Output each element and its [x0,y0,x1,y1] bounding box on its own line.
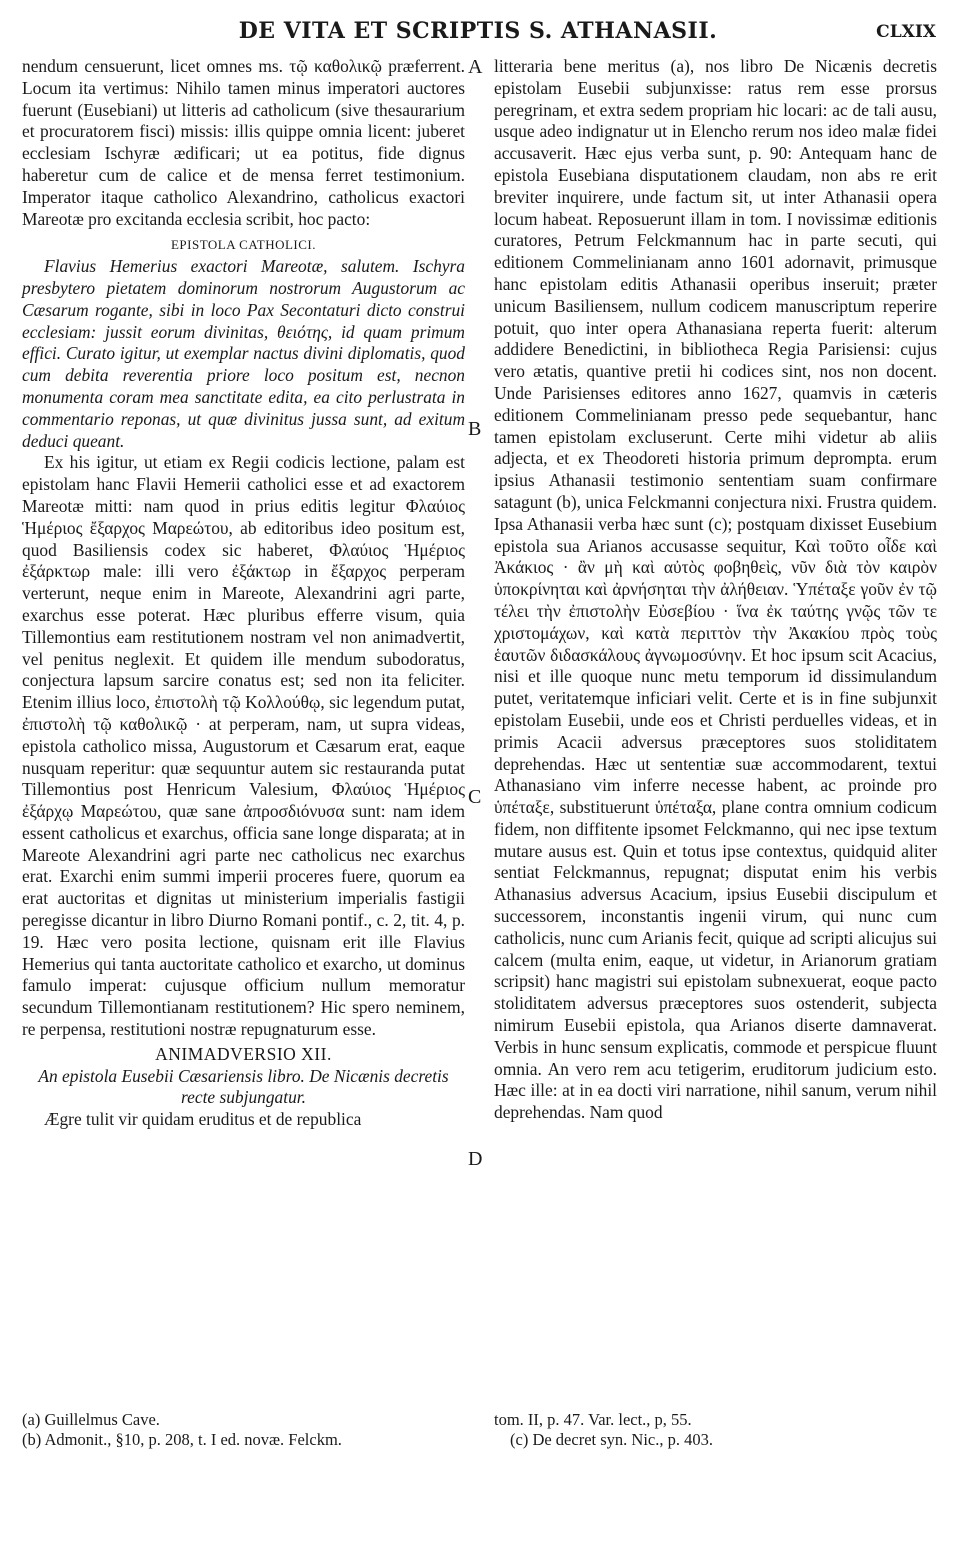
footnotes-left [22,1410,465,1450]
page-header [20,18,936,52]
footnote-a: (a) Guillelmus Cave. [22,1410,160,1429]
left-paragraph-3: Ægre tulit vir quidam eruditus et de republica [44,1109,362,1130]
running-title: DE VITA ET SCRIPTIS S. ATHANASII. [238,18,718,44]
left-paragraph-2: Ex his igitur, ut etiam ex Regii codicis lectione, palam est epistolam hanc Flavii Hemerii catholici esse et ad exactorem Mareotæ mitti: nam quod in prius editis legitur Φλαύιος Ἡμέριος ἔξαρχος Μαρεώτου, ab editoribus ideo positum est, quod Basiliensis codex sic haberet, Φλαύιος Ἡμέριος ἐξάρκτωρ male: illi vero ἐξάκτωρ in ἔξαρχος perperam verterunt, neque enim in Mareote, Alexandrini agri parte, exarchus esse poterat. Hæc pluribus efferre visum, quia Tillemontius eam restitutionem nostram vel non animadvertit, vel penitus neglexit. Et quidem ille mendum subodoratus, conjectura lapsum sarcire conatus est; sed non ita feliciter. Etenim illius loco, ἐπιστολὴ τῷ Κολλούθῳ, sic legendum putat, ἐπιστολὴ τῷ καθολικῷ · at perperam, nam, ut supra videas, epistola catholico missa, Augustorum et Cæsarum erat, eaque nusquam reperitur: quæ sequuntur autem sic restauranda putat Tillemontius post Henricum Valesium, Φλαύιος Ἡμέριος ἐξάρχῳ Μαρεώτου, quæ sane ἀπροσδιόνυσα sunt: nam idem essent catholicus et exarchus, officia sane longe disparata; at in Mareote Alexandrini agri parte nec catholicus nec exarchus erat. Exarchi enim summi imperii proceres fuere, quorum ea erat auctoritas et dignitas ut ministerium imperialis fastigii peregisse dicantur in libro Diurno Romani pontif., c. 2, tit. 4, p. 19. Hæc vero posita lectione, quisnam erit ille Flavius Hemerius qui tanta auctoritate catholico et exarcho, ut dominus famulo imperat: cujusque officium nullum memoratur secundum Tillemontianam restitutionem? Hic spero neminem, re perpensa, restitutioni nostræ repugnaturum esse. [22,452,465,1040]
margin-letter-a: A [468,56,483,78]
margin-letter-d: D [468,1148,483,1170]
margin-letter-c: C [468,786,482,808]
animadversio-subtitle: An epistola Eusebii Cæsariensis libro. De Nicænis decretis recte subjungatur. [38,1065,449,1108]
footnotes-right [494,1410,937,1450]
footnote-b: (b) Admonit., §10, p. 208, t. I ed. novæ. Felckm. [22,1430,342,1449]
left-paragraph-1: nendum censuerunt, licet omnes ms. τῷ καθολικῷ præferrent. Locum ita vertimus: Nihilo tamen minus imperatori auctores fuerunt (Eusebiani) ut litteris ad catholicum (sive thesaurarium et procuratorem fisci) missis: illis quippe omnia licent: juberet ecclesiam Ischyræ ædificari; ut ea potitus, fide dignus haberetur cum de calice et de mensa ferret testimonium. Imperator itaque catholico Alexandrino, catholicus exactori Mareotæ pro excitanda ecclesia scribit, hoc pacto: [22,56,465,229]
footnote-c: (c) De decret syn. Nic., p. 403. [510,1430,713,1449]
page-number: CLXIX [876,22,936,42]
right-paragraph: litteraria bene meritus (a), nos libro De Nicænis decretis epistolam Eusebii subjunxisse: ratus rem esse prorsus peregrinam, et extra sedem propriam hic locari: ac de tali ausu, usque adeo indignatur ut in Elencho rerum nos ideo malæ fidei accusaverit. Hæc ejus verba sunt, p. 90: Antequam hanc de epistola Eusebiana disputationem claudam, non abs re erit breviter inquirere, unde factum sit, ut inter Athanasii opera locum habeat. Reposuerunt illam in tom. I novissimæ editionis curatores, Petrum Felckmannum hac in parte secuti, qui editionem Commelinianam anno 1601 adornavit, primusque hanc epistolam editis Athanasii operibus inseruit; præter unicum Basiliensem, nullum codicem manuscriptum reperire potuit, quo inter opera Athanasiana reperta fuerit: alterum addidere Benedictini, in bibliotheca Regia Parisiensi: cujus vero ætatis, quantive pretii hi codices sint, nos non docent. Unde Parisienses editores anno 1627, quamvis in cæteris editionem Commelinianam presso pede sequebantur, hanc tamen epistolam excluserunt. Certe mihi videtur ab aliis adjecta, et ex Theodoreti historia primum deprompta. erum ipsius Athanasii testimonio sententiam suam confirmare satagunt (b), unica Felckmanni conjectura nixi. Frustra quidem. Ipsa Athanasii verba hæc sunt (c); postquam dixisset Eusebium epistola sua Arianos accusasse sequitur, Καὶ τοῦτο οἶδε καὶ Ἀκάκιος · ἂν μὴ καὶ αὐτὸς φοβηθεὶς, νῦν διὰ τὸν καιρὸν ὑποκρίνηται καὶ ἀρνήσηται τὴν ἀλήθειαν. Ὑπέταξε γοῦν ἐν τῷ τέλει τὴν ἐπιστολὴν Εὐσεβίου · ἵνα ἐκ ταύτης γνῷς τῶν τε χριστομάχων, καὶ κατὰ περιττὸν τὴν Ἀκακίου πρὸς τοὺς ἑαυτῶν διδασκάλους ἀγνωμοσύνην. Et hoc ipsum scit Acacius, nisi et ille quoque nunc metu temporum id dissimulandum putet, veritatemque inficiari velit. Certe et is in fine subjunxit epistolam Eusebii, unde eos et Christi perduelles videas, et in primis Acacii adversus præceptores suos stoliditatem deprehendas. Hæc ut sententiæ suæ accommodarent, textui Athanasiano vim inferre necesse habent, ac proinde pro ὑπέταξε, substituerunt ὑπέταξα, plane contra omnium codicum fidem, non diffitente ipsomet Felckmanno, qui nec ipse textum mutare ausus est. Quin et totus ipse contextus, quidquid aliter sentiat Felckmannus, repugnat; disputat enim his verbis Athanasius adversus Acacium, ipsius Eusebii discipulum et successorem, inconstantis ingenii virum, qui nunc cum catholicis, nunc cum Arianis fecit, quique ad scripti alicujus sui calcem (multa enim, eaque, ut videtur, in Arianorum gratiam scripsit) hanc magistri sui epistolam subnexuerat, eoque pacto stoliditatem adversus præceptores suos ostenderit, subjecta nimirum Eusebii epistola, qua Arianos diserte damnaverat. Verbis in hunc sensum explicatis, commode et perspicue fluunt omnia. An vero rem acu tetigerim, eruditorum judicium esto. Hæc ille: at in ea docti viri narratione, nihil sanum, verum nihil deprehendas. Nam quod [494,56,937,1123]
epistola-heading: EPISTOLA CATHOLICI. [170,237,317,253]
footnote-b-continued: tom. II, p. 47. Var. lect., p, 55. [494,1410,692,1429]
epistola-text: Flavius Hemerius exactori Mareotæ, salutem. Ischyra presbytero pietatem dominorum nostrorum Augustorum ac Cæsarum rogante, sibi in loco Pax Secontaturi dicto construi ecclesiam: jussit eorum divinitas, θειότης, id quam primum effici. Curato igitur, ut exemplar nactus divini diplomatis, quod cum debita reverentia priore loco positum est, necnon monumenta coram mea sanctitate edita, ea cito perlustrata in commentario reponas, ut quæ divinitus jussa sunt, ad exitum deduci queant. [22,256,465,451]
right-column [494,56,937,1124]
left-column [22,56,465,1131]
animadversio-heading: ANIMADVERSIO XII. [155,1043,332,1064]
margin-letter-b: B [468,418,482,440]
